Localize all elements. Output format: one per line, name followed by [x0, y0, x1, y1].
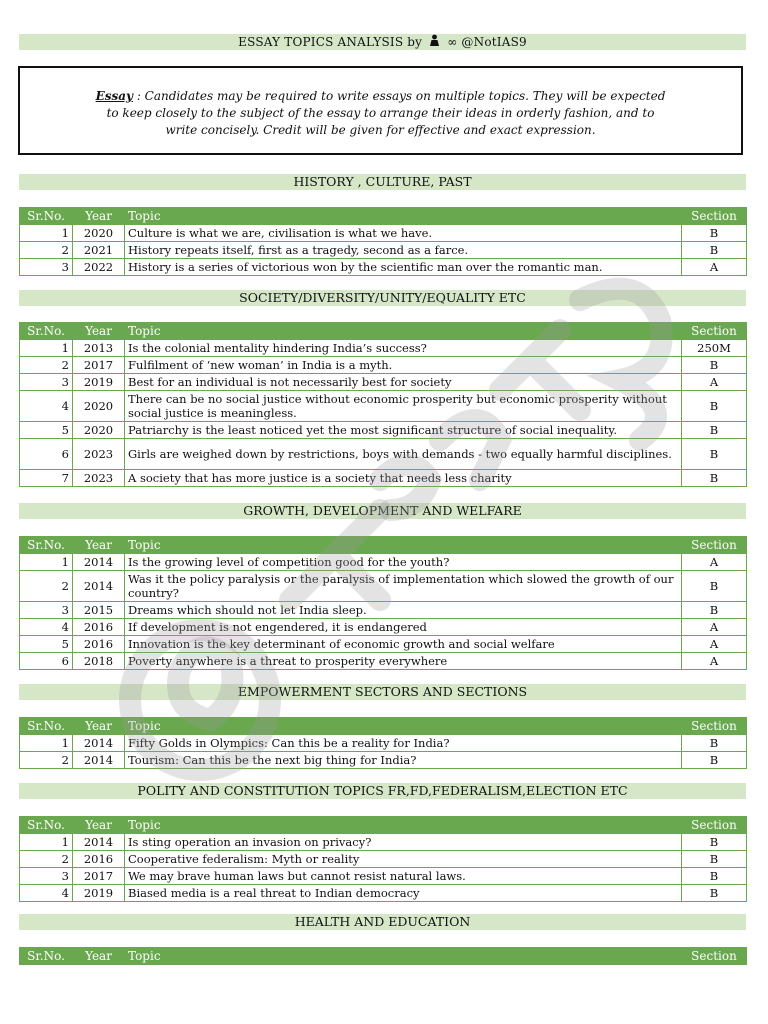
sr-cell: 3: [20, 868, 73, 885]
section-cell: B: [682, 470, 747, 487]
year-cell: 2019: [73, 374, 125, 391]
essay-label: Essay: [95, 89, 133, 103]
table-row: [20, 653, 747, 670]
sr-cell: 4: [20, 391, 73, 422]
topic-cell: Girls are weighed down by restrictions, boys with demands - two equally harmful disciplines.: [125, 439, 682, 470]
table-row: [20, 242, 747, 259]
section-cell: 250M: [682, 340, 747, 357]
sr-cell: 2: [20, 571, 73, 602]
table-row: [20, 470, 747, 487]
year-cell: 2014: [73, 554, 125, 571]
section-header-empowerment: EMPOWERMENT SECTORS AND SECTIONS: [19, 684, 746, 700]
topic-cell: Fifty Golds in Olympics: Can this be a reality for India?: [125, 735, 682, 752]
table-header-row: [20, 537, 747, 554]
sr-cell: 1: [20, 225, 73, 242]
table-polity: [19, 816, 747, 902]
table-row: [20, 735, 747, 752]
section-cell: A: [682, 619, 747, 636]
year-cell: 2020: [73, 391, 125, 422]
col-header-section: Section: [682, 718, 747, 735]
section-cell: A: [682, 554, 747, 571]
topic-cell: Innovation is the key determinant of economic growth and social welfare: [125, 636, 682, 653]
year-cell: 2016: [73, 619, 125, 636]
table-header-row: [20, 817, 747, 834]
section-cell: B: [682, 834, 747, 851]
section-cell: B: [682, 602, 747, 619]
table-row: [20, 439, 747, 470]
year-cell: 2017: [73, 868, 125, 885]
year-cell: 2014: [73, 735, 125, 752]
topic-cell: Is the growing level of competition good for the youth?: [125, 554, 682, 571]
sr-cell: 2: [20, 851, 73, 868]
topic-cell: Tourism: Can this be the next big thing for India?: [125, 752, 682, 769]
section-cell: B: [682, 391, 747, 422]
col-header-topic: Topic: [125, 537, 682, 554]
col-header-section: Section: [682, 537, 747, 554]
topic-cell: Poverty anywhere is a threat to prosperity everywhere: [125, 653, 682, 670]
table-row: [20, 422, 747, 439]
table-row: [20, 834, 747, 851]
col-header-year: Year: [73, 718, 125, 735]
col-header-topic: Topic: [125, 817, 682, 834]
year-cell: 2021: [73, 242, 125, 259]
table-header-row: [20, 323, 747, 340]
year-cell: 2023: [73, 470, 125, 487]
sr-cell: 2: [20, 357, 73, 374]
col-header-topic: Topic: [125, 323, 682, 340]
document-title-bar: [19, 34, 746, 50]
year-cell: 2014: [73, 571, 125, 602]
year-cell: 2019: [73, 885, 125, 902]
section-cell: B: [682, 571, 747, 602]
topic-cell: Fulfilment of ‘new woman’ in India is a myth.: [125, 357, 682, 374]
col-header-section: Section: [682, 323, 747, 340]
topic-cell: Best for an individual is not necessarily best for society: [125, 374, 682, 391]
sr-cell: 3: [20, 374, 73, 391]
sr-cell: 4: [20, 619, 73, 636]
sr-cell: 1: [20, 834, 73, 851]
section-header-society: SOCIETY/DIVERSITY/UNITY/EQUALITY ETC: [19, 290, 746, 306]
section-cell: B: [682, 242, 747, 259]
table-row: [20, 752, 747, 769]
section-cell: B: [682, 422, 747, 439]
sr-cell: 1: [20, 554, 73, 571]
year-cell: 2014: [73, 834, 125, 851]
table-row: [20, 571, 747, 602]
essay-description: : Candidates may be required to write essays on multiple topics. They will be expected to keep closely to the subject of the essay to arrange their ideas in orderly fashion, and to write concisely. Credit will be given for effective and exact expression.: [106, 89, 666, 137]
year-cell: 2022: [73, 259, 125, 276]
table-row: [20, 225, 747, 242]
section-header-growth: GROWTH, DEVELOPMENT AND WELFARE: [19, 503, 746, 519]
year-cell: 2023: [73, 439, 125, 470]
sr-cell: 1: [20, 340, 73, 357]
col-header-year: Year: [73, 817, 125, 834]
year-cell: 2020: [73, 422, 125, 439]
table-row: [20, 602, 747, 619]
col-header-topic: Topic: [125, 718, 682, 735]
year-cell: 2016: [73, 851, 125, 868]
section-cell: A: [682, 259, 747, 276]
section-cell: B: [682, 439, 747, 470]
col-header-sr: Sr.No.: [20, 817, 73, 834]
section-header-health: HEALTH AND EDUCATION: [19, 914, 746, 930]
sr-cell: 6: [20, 439, 73, 470]
topic-cell: Is sting operation an invasion on privacy?: [125, 834, 682, 851]
table-row: [20, 868, 747, 885]
table-row: [20, 554, 747, 571]
topic-cell: A society that has more justice is a society that needs less charity: [125, 470, 682, 487]
topic-cell: History repeats itself, first as a tragedy, second as a farce.: [125, 242, 682, 259]
col-header-year: Year: [73, 323, 125, 340]
document-title: ESSAY TOPICS ANALYSIS by: [238, 35, 423, 49]
section-cell: A: [682, 653, 747, 670]
col-header-sr: Sr.No.: [20, 208, 73, 225]
sr-cell: 3: [20, 259, 73, 276]
topic-cell: We may brave human laws but cannot resist natural laws.: [125, 868, 682, 885]
year-cell: 2016: [73, 636, 125, 653]
sr-cell: 7: [20, 470, 73, 487]
topic-cell: There can be no social justice without economic prosperity but economic prosperity without social justice is meaningless.: [125, 391, 682, 422]
year-cell: 2014: [73, 752, 125, 769]
col-header-year: Year: [73, 948, 125, 965]
topic-cell: If development is not engendered, it is endangered: [125, 619, 682, 636]
col-header-section: Section: [682, 817, 747, 834]
section-cell: B: [682, 752, 747, 769]
year-cell: 2013: [73, 340, 125, 357]
table-row: [20, 357, 747, 374]
table-header-row: [20, 948, 747, 965]
sr-cell: 5: [20, 636, 73, 653]
sr-cell: 4: [20, 885, 73, 902]
topic-cell: Culture is what we are, civilisation is what we have.: [125, 225, 682, 242]
section-cell: A: [682, 374, 747, 391]
topic-cell: Cooperative federalism: Myth or reality: [125, 851, 682, 868]
col-header-year: Year: [73, 208, 125, 225]
section-cell: B: [682, 885, 747, 902]
section-cell: B: [682, 851, 747, 868]
topic-cell: Is the colonial mentality hindering India’s success?: [125, 340, 682, 357]
topic-cell: History is a series of victorious won by the scientific man over the romantic man.: [125, 259, 682, 276]
section-cell: B: [682, 735, 747, 752]
table-header-row: [20, 718, 747, 735]
section-header-polity: POLITY AND CONSTITUTION TOPICS FR,FD,FEDERALISM,ELECTION ETC: [19, 783, 746, 799]
table-growth: [19, 536, 747, 670]
table-history: [19, 207, 747, 276]
table-empowerment: [19, 717, 747, 769]
table-society: [19, 322, 747, 487]
year-cell: 2015: [73, 602, 125, 619]
figure-icon: [429, 34, 440, 50]
section-cell: A: [682, 636, 747, 653]
col-header-topic: Topic: [125, 208, 682, 225]
table-header-row: [20, 208, 747, 225]
sr-cell: 5: [20, 422, 73, 439]
col-header-section: Section: [682, 208, 747, 225]
table-health: [19, 947, 747, 965]
table-row: [20, 885, 747, 902]
topic-cell: Biased media is a real threat to Indian democracy: [125, 885, 682, 902]
sr-cell: 1: [20, 735, 73, 752]
table-row: [20, 851, 747, 868]
table-row: [20, 619, 747, 636]
year-cell: 2017: [73, 357, 125, 374]
table-row: [20, 391, 747, 422]
col-header-sr: Sr.No.: [20, 718, 73, 735]
table-row: [20, 374, 747, 391]
section-cell: B: [682, 868, 747, 885]
col-header-section: Section: [682, 948, 747, 965]
topic-cell: Was it the policy paralysis or the paralysis of implementation which slowed the growth of our country?: [125, 571, 682, 602]
sr-cell: 2: [20, 242, 73, 259]
section-header-history: HISTORY , CULTURE, PAST: [19, 174, 746, 190]
year-cell: 2020: [73, 225, 125, 242]
topic-cell: Patriarchy is the least noticed yet the most significant structure of social inequality.: [125, 422, 682, 439]
col-header-year: Year: [73, 537, 125, 554]
essay-description-box: [18, 66, 743, 155]
col-header-sr: Sr.No.: [20, 948, 73, 965]
year-cell: 2018: [73, 653, 125, 670]
table-row: [20, 340, 747, 357]
sr-cell: 3: [20, 602, 73, 619]
table-row: [20, 259, 747, 276]
author-handle: ∞ @NotIAS9: [447, 35, 527, 49]
section-cell: B: [682, 225, 747, 242]
col-header-sr: Sr.No.: [20, 537, 73, 554]
sr-cell: 6: [20, 653, 73, 670]
sr-cell: 2: [20, 752, 73, 769]
col-header-topic: Topic: [125, 948, 682, 965]
section-cell: B: [682, 357, 747, 374]
topic-cell: Dreams which should not let India sleep.: [125, 602, 682, 619]
table-row: [20, 636, 747, 653]
col-header-sr: Sr.No.: [20, 323, 73, 340]
